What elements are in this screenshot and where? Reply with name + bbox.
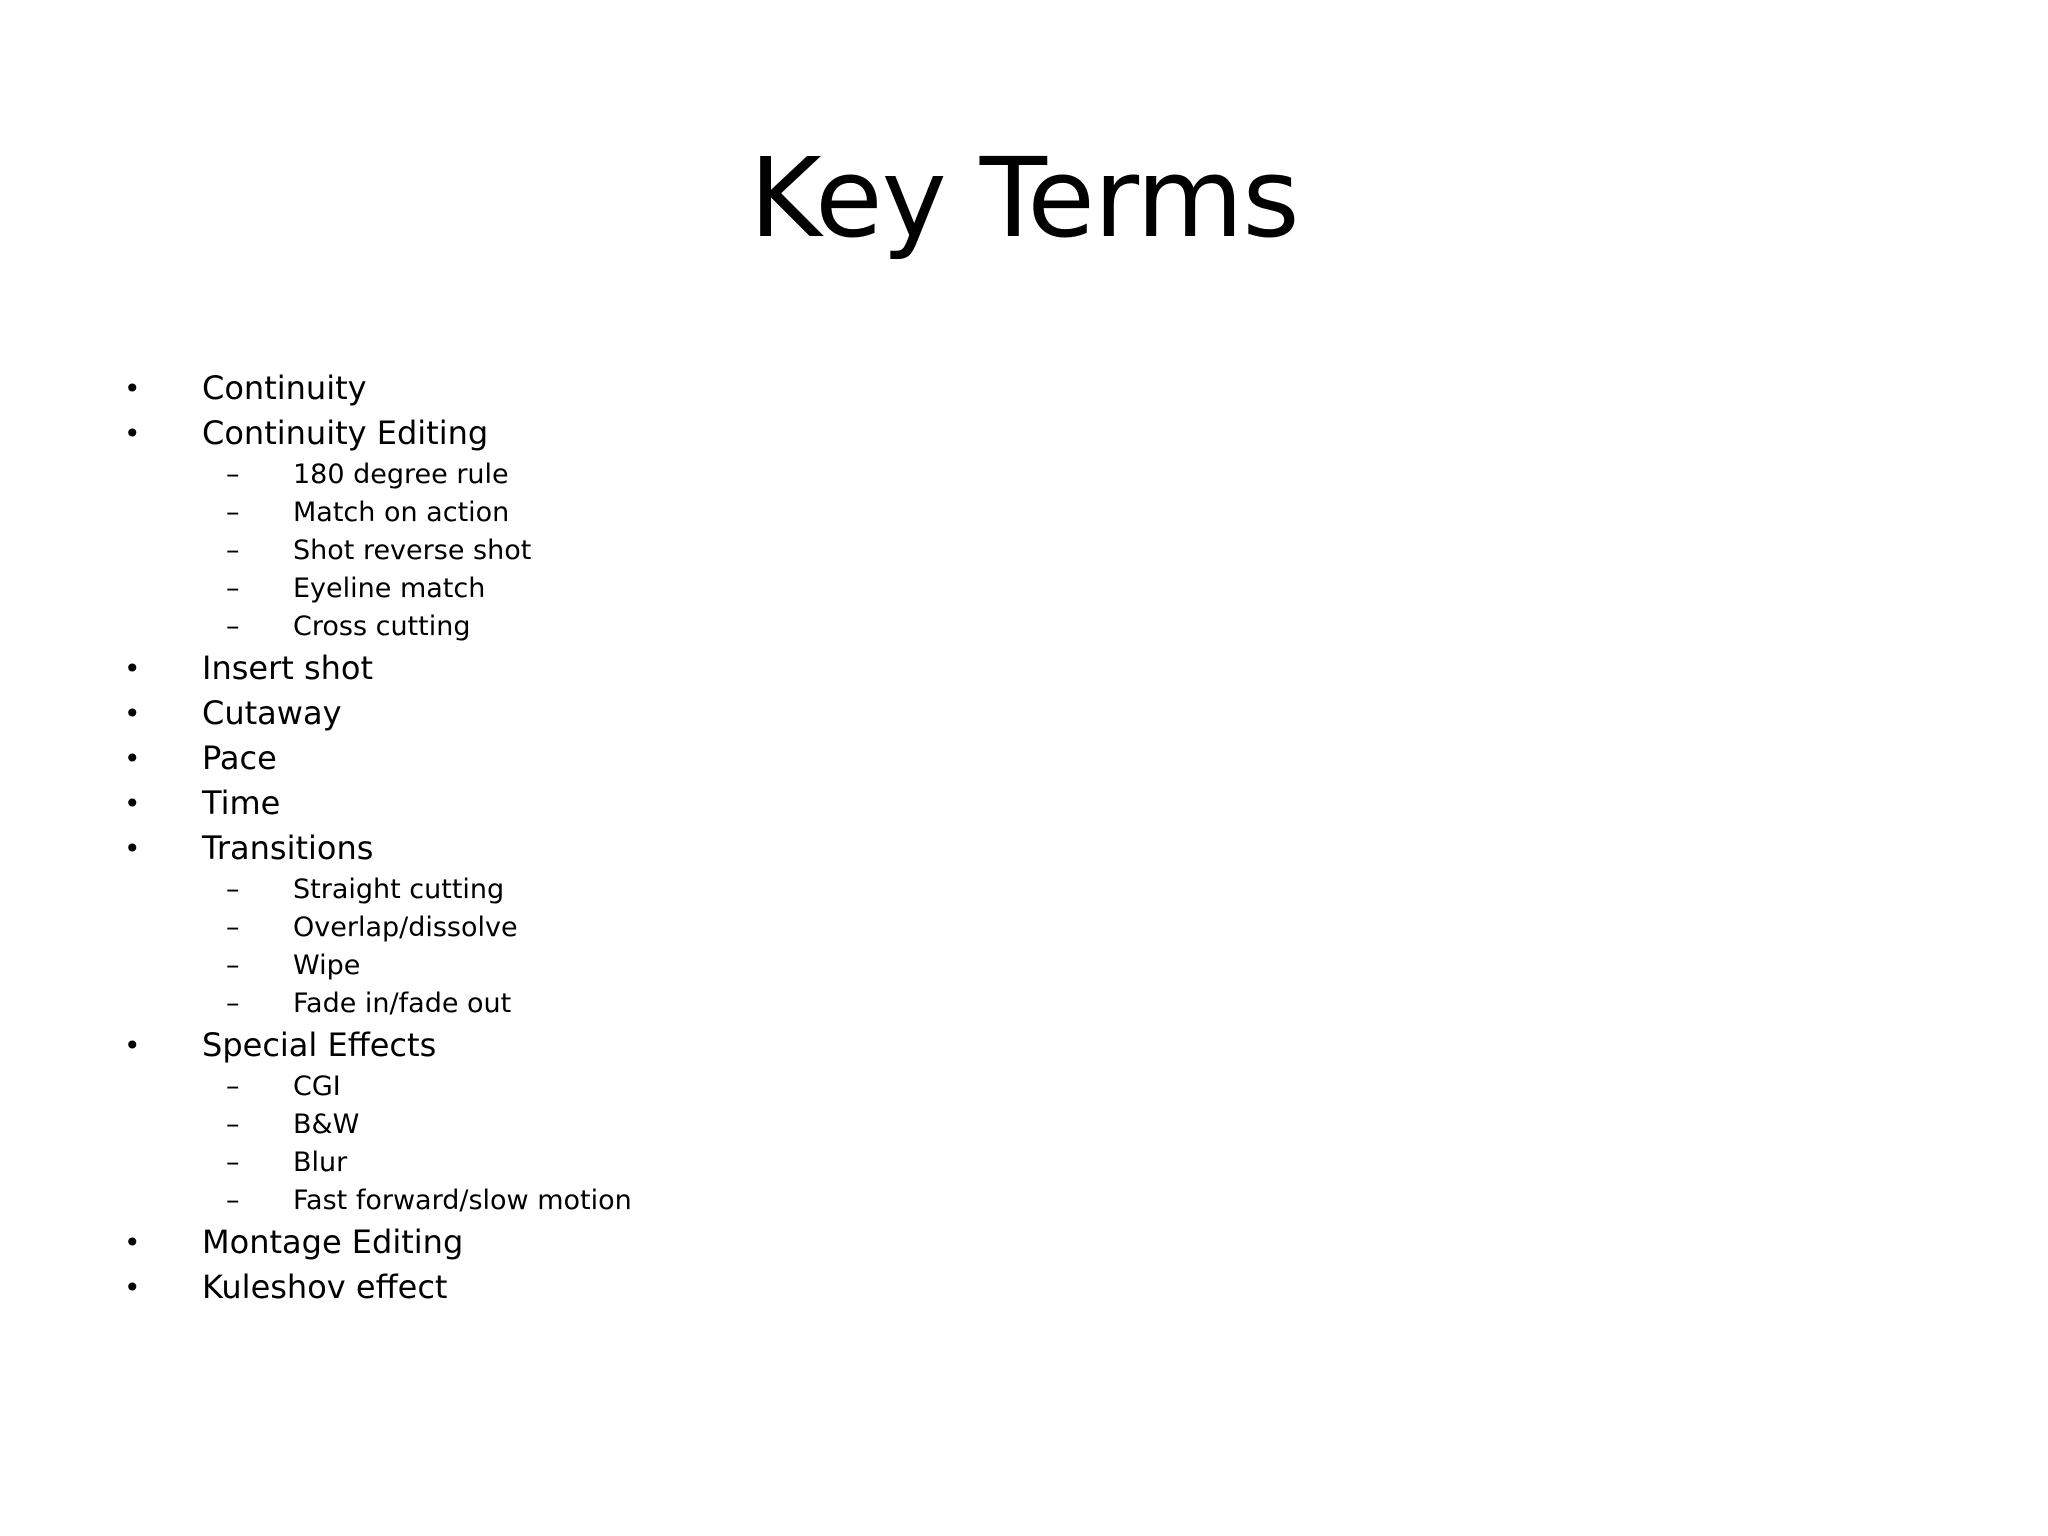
list-item-text: Special Effects — [202, 1026, 437, 1064]
dash-icon: – — [226, 497, 240, 528]
dash-icon: – — [226, 459, 240, 490]
list-item — [120, 366, 1820, 411]
list-item-text: Cutaway — [202, 694, 342, 732]
bullet-icon: • — [124, 417, 141, 450]
list-item — [120, 646, 1820, 691]
list-item — [120, 1220, 1820, 1265]
sub-list-item — [120, 456, 1820, 494]
sub-list-item-text: Fast forward/slow motion — [293, 1185, 632, 1216]
sub-list-item-text: 180 degree rule — [293, 459, 509, 490]
slide-title: Key Terms — [749, 134, 1299, 262]
sub-list-item-text: Cross cutting — [293, 611, 471, 642]
sub-list-item-text: Match on action — [293, 497, 510, 528]
dash-icon: – — [226, 988, 240, 1019]
dash-icon: – — [226, 611, 240, 642]
list-item — [120, 1265, 1820, 1310]
sub-list-item — [120, 1068, 1820, 1106]
sub-list-item-text: Blur — [293, 1147, 348, 1178]
list-item-text: Montage Editing — [202, 1223, 464, 1261]
bullet-icon: • — [124, 787, 141, 820]
bullet-icon: • — [124, 1271, 141, 1304]
dash-icon: – — [226, 1109, 240, 1140]
sub-list-item — [120, 909, 1820, 947]
sub-list-item — [120, 1144, 1820, 1182]
sub-list-item — [120, 570, 1820, 608]
bullet-icon: • — [124, 372, 141, 405]
dash-icon: – — [226, 535, 240, 566]
list-item — [120, 691, 1820, 736]
dash-icon: – — [226, 1185, 240, 1216]
sub-list-item-text: CGI — [293, 1071, 341, 1102]
list-item-text: Continuity — [202, 369, 367, 407]
bullet-icon: • — [124, 832, 141, 865]
sub-list-item-text: Overlap/dissolve — [293, 912, 518, 943]
dash-icon: – — [226, 573, 240, 604]
dash-icon: – — [226, 950, 240, 981]
dash-icon: – — [226, 1147, 240, 1178]
sub-list-item — [120, 985, 1820, 1023]
list-item — [120, 1023, 1820, 1068]
sub-list-item-text: Wipe — [293, 950, 361, 981]
bullet-icon: • — [124, 1226, 141, 1259]
dash-icon: – — [226, 912, 240, 943]
list-item-text: Kuleshov effect — [202, 1268, 448, 1306]
list-item-text: Transitions — [202, 829, 374, 867]
sub-list-item-text: Eyeline match — [293, 573, 486, 604]
sub-list-item — [120, 608, 1820, 646]
dash-icon: – — [226, 874, 240, 905]
sub-list-item — [120, 947, 1820, 985]
bullet-list — [120, 366, 1820, 1310]
sub-list-item-text: Shot reverse shot — [293, 535, 532, 566]
sub-list-item — [120, 532, 1820, 570]
list-item-text: Insert shot — [202, 649, 374, 687]
sub-list-item — [120, 1106, 1820, 1144]
dash-icon: – — [226, 1071, 240, 1102]
sub-list-item-text: B&W — [293, 1109, 360, 1140]
sub-list-item — [120, 1182, 1820, 1220]
list-item — [120, 826, 1820, 871]
list-item-text: Time — [202, 784, 281, 822]
sub-list-item-text: Fade in/fade out — [293, 988, 512, 1019]
sub-list-item — [120, 494, 1820, 532]
list-item-text: Pace — [202, 739, 277, 777]
sub-list-item — [120, 871, 1820, 909]
list-item — [120, 411, 1820, 456]
bullet-icon: • — [124, 1029, 141, 1062]
list-item — [120, 736, 1820, 781]
bullet-icon: • — [124, 742, 141, 775]
bullet-icon: • — [124, 652, 141, 685]
list-item — [120, 781, 1820, 826]
sub-list-item-text: Straight cutting — [293, 874, 505, 905]
bullet-icon: • — [124, 697, 141, 730]
list-item-text: Continuity Editing — [202, 414, 489, 452]
